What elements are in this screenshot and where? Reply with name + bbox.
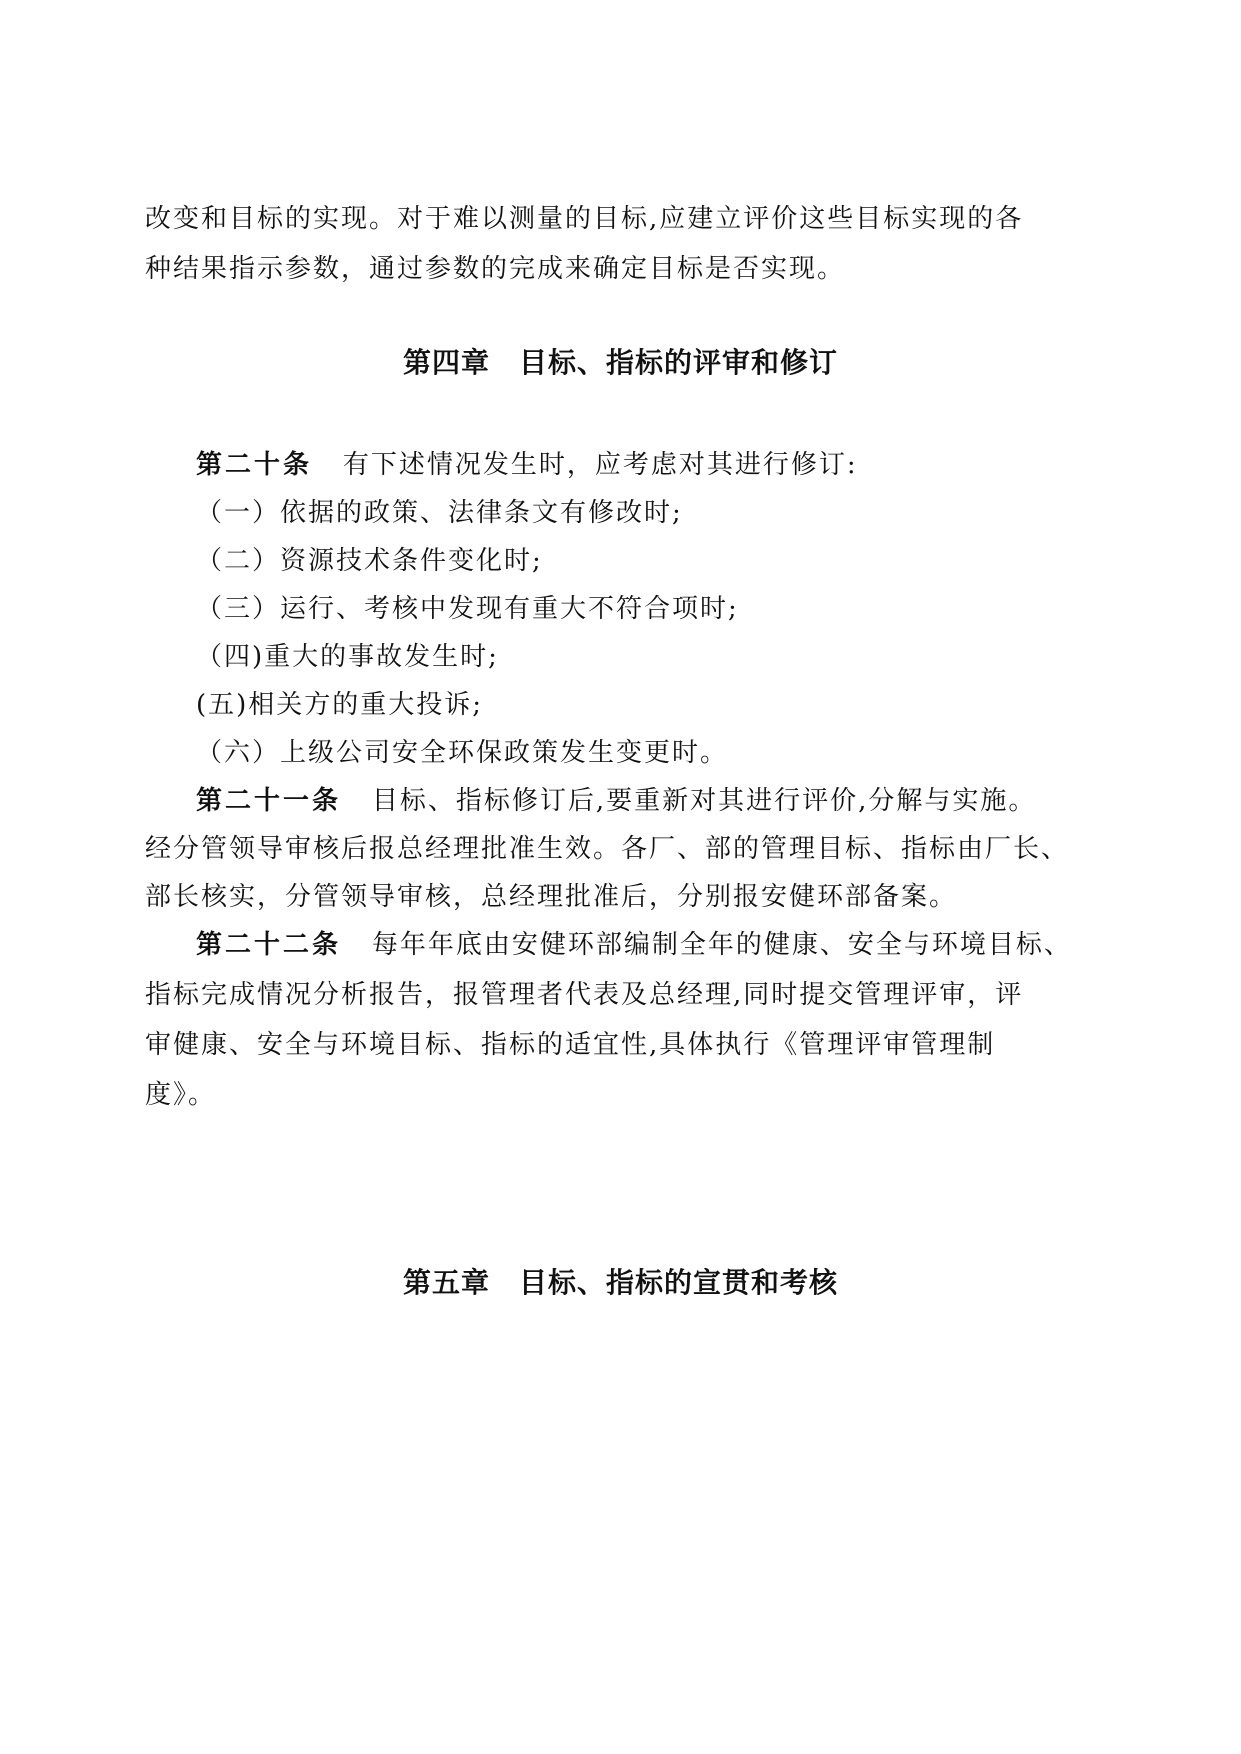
chapter-5-title: 第五章 目标、指标的宣贯和考核 <box>402 1266 838 1299</box>
article-21-line-3: 部长核实，分管领导审核，总经理批准后，分别报安健环部备案。 <box>145 882 958 912</box>
article-22-text: 每年年底由安健环部编制全年的健康、安全与环境目标、 <box>371 930 1072 960</box>
article-22-line-2: 指标完成情况分析报告，报管理者代表及总经理,同时提交管理评审，评 <box>145 980 1024 1010</box>
article-21-line-1 <box>196 784 1036 818</box>
article-22-label: 第二十二条 <box>196 930 342 960</box>
article-20-item-4: （四)重大的事故发生时; <box>196 642 499 672</box>
article-22-line-3: 审健康、安全与环境目标、指标的适宜性,具体执行《管理评审管理制 <box>145 1030 996 1060</box>
article-20-label: 第二十条 <box>196 450 313 480</box>
article-21-line-2: 经分管领导审核后报总经理批准生效。各厂、部的管理目标、指标由厂长、 <box>145 834 1070 864</box>
article-22-line-4: 度》。 <box>145 1080 217 1110</box>
article-20-item-2: （二）资源技术条件变化时; <box>196 546 543 576</box>
article-21-text: 目标、指标修订后,要重新对其进行评价,分解与实施。 <box>371 786 1037 816</box>
article-20-item-6: （六）上级公司安全环保政策发生变更时。 <box>196 738 729 768</box>
intro-line-1: 改变和目标的实现。对于难以测量的目标,应建立评价这些目标实现的各 <box>145 204 1024 234</box>
article-20-item-5: (五)相关方的重大投诉; <box>196 690 484 720</box>
chapter-4-title: 第四章 目标、指标的评审和修订 <box>402 346 838 379</box>
article-20-line <box>196 448 858 482</box>
article-22-line-1 <box>196 928 1072 962</box>
article-20-item-3: （三）运行、考核中发现有重大不符合项时; <box>196 594 739 624</box>
article-20-text: 有下述情况发生时，应考虑对其进行修订: <box>342 450 858 480</box>
article-21-label: 第二十一条 <box>196 786 342 816</box>
intro-line-2: 种结果指示参数，通过参数的完成来确定目标是否实现。 <box>145 254 846 284</box>
article-20-item-1: （一）依据的政策、法律条文有修改时; <box>196 498 683 528</box>
